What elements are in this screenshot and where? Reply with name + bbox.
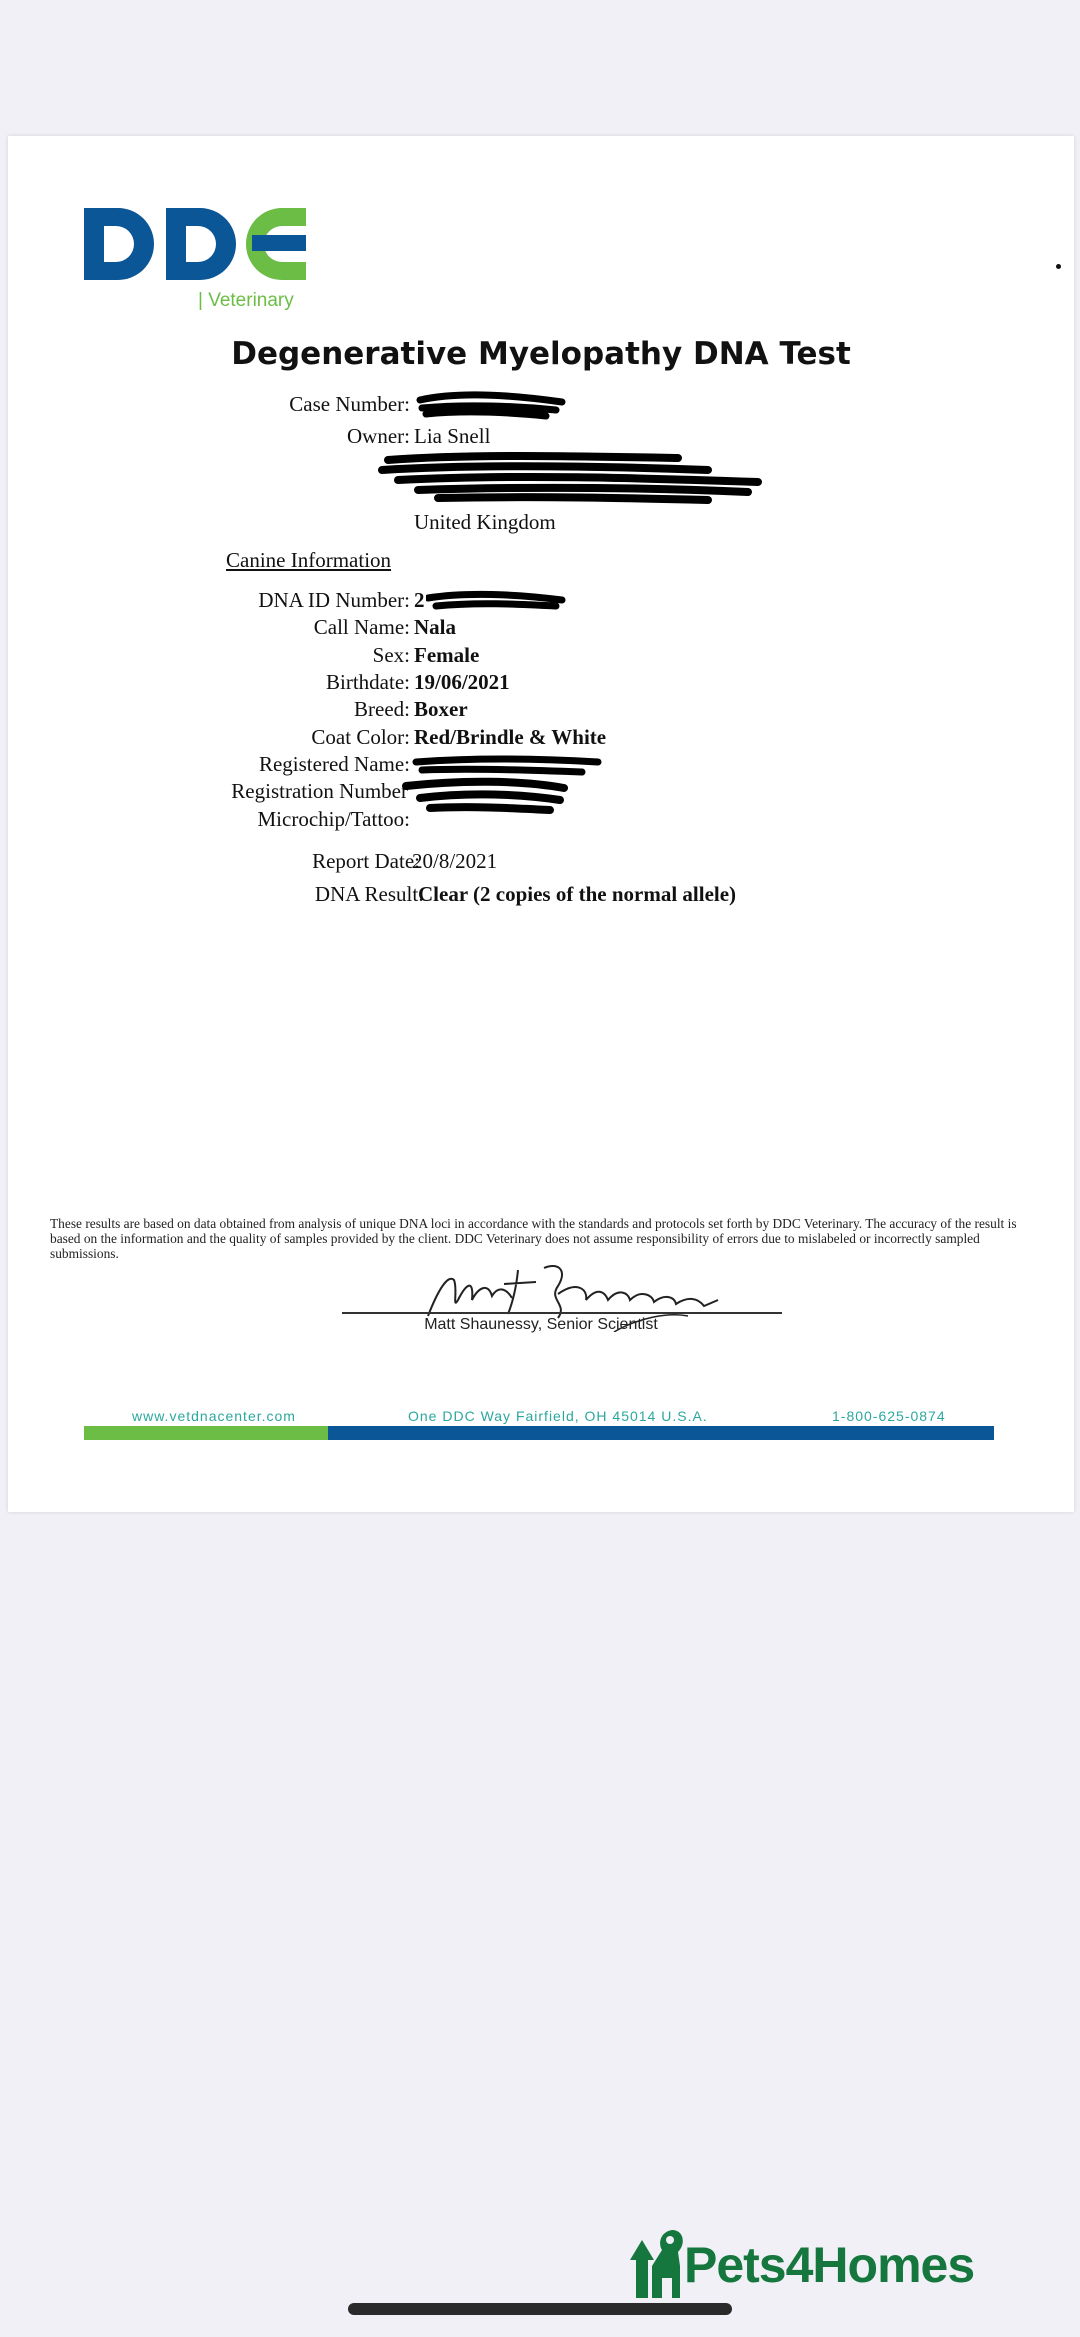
case-number-label: Case Number: — [289, 392, 410, 416]
page-title: Degenerative Myelopathy DNA Test — [231, 336, 851, 372]
redaction-mark — [416, 390, 566, 420]
footer-bar-blue — [328, 1426, 994, 1440]
report-document — [8, 136, 1074, 1512]
owner-label: Owner: — [347, 424, 410, 448]
breed-label: Breed: — [354, 697, 410, 721]
address-redaction — [378, 452, 768, 506]
signature-name: Matt Shaunessy, Senior Scientist — [424, 1316, 658, 1333]
report-date-label: Report Date: — [312, 849, 420, 873]
redaction-mark — [412, 754, 602, 778]
dna-id-value: 2 — [414, 588, 425, 612]
logo-subtitle: | Veterinary — [198, 290, 294, 311]
redaction-mark — [400, 776, 570, 820]
stray-dot — [1056, 264, 1061, 269]
footer-website: www.vetdnacenter.com — [132, 1408, 296, 1424]
coat-color-value: Red/Brindle & White — [414, 725, 607, 749]
registration-number-label: Registration Number — [231, 779, 408, 803]
report-date-value: 20/8/2021 — [412, 849, 498, 873]
dna-result-value: Clear (2 copies of the normal allele) — [418, 882, 737, 906]
address-country: United Kingdom — [414, 510, 556, 534]
birthdate-value: 19/06/2021 — [414, 670, 510, 694]
coat-color-label: Coat Color: — [311, 725, 410, 749]
breed-value: Boxer — [414, 697, 468, 721]
dna-result-label: DNA Result: — [314, 882, 424, 906]
call-name-label: Call Name: — [313, 615, 410, 639]
disclaimer-text: These results are based on data obtained from analysis of unique DNA loci in accordance with the standards and protocols set forth by DDC Veterinary. The accuracy of the result is based on the information and the quality of samples provided by the client. DDC Veterinary does not assume responsibility of errors due to mislabeled or incorrectly sampled submissions. — [50, 1216, 1017, 1261]
call-name-value: Nala — [414, 615, 456, 639]
registered-name-label: Registered Name: — [258, 752, 410, 776]
microchip-label: Microchip/Tattoo: — [257, 807, 410, 831]
sex-value: Female — [414, 643, 480, 667]
pets4homes-logo-icon — [626, 2226, 686, 2298]
pets4homes-watermark — [626, 2222, 1026, 2302]
footer-bar-green — [84, 1426, 328, 1440]
birthdate-label: Birthdate: — [326, 670, 410, 694]
dna-id-label: DNA ID Number: — [258, 588, 410, 612]
home-indicator[interactable] — [348, 2303, 732, 2315]
ddc-logo — [84, 208, 314, 318]
pets4homes-text: Pets4Homes — [684, 2237, 975, 2293]
owner-value: Lia Snell — [414, 424, 491, 448]
footer-address: One DDC Way Fairfield, OH 45014 U.S.A. — [408, 1408, 708, 1424]
sex-label: Sex: — [372, 643, 410, 667]
redaction-mark — [426, 588, 566, 614]
signature-line — [342, 1312, 782, 1314]
section-title: Canine Information — [226, 548, 392, 572]
footer-phone: 1-800-625-0874 — [832, 1408, 946, 1424]
